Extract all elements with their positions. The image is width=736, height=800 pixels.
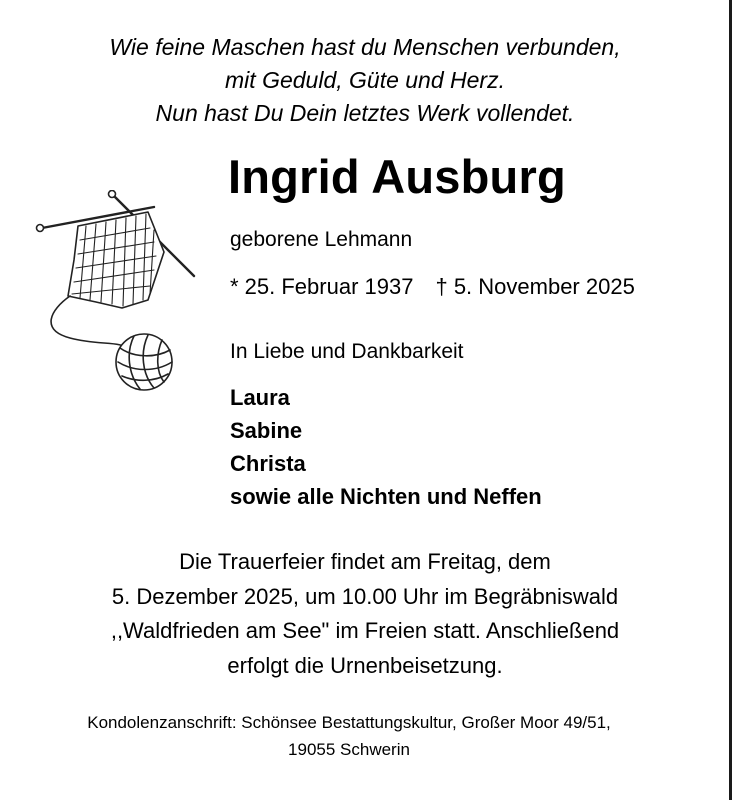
mourner-name: Laura bbox=[230, 385, 290, 410]
funeral-line: erfolgt die Urnenbeisetzung. bbox=[227, 652, 503, 678]
address-line: 19055 Schwerin bbox=[288, 740, 410, 759]
condolence-address bbox=[0, 709, 698, 763]
memorial-poem bbox=[0, 31, 730, 130]
knitting-needles-and-yarn-ball-icon bbox=[30, 190, 215, 395]
mourners-list bbox=[230, 381, 542, 513]
funeral-line: 5. Dezember 2025, um 10.00 Uhr im Begräbniswald bbox=[111, 583, 619, 609]
mourner-name: Sabine bbox=[230, 418, 303, 443]
mourners-intro: In Liebe und Dankbarkeit bbox=[230, 340, 464, 363]
birth-name: geborene Lehmann bbox=[230, 228, 413, 251]
mourner-name: Christa bbox=[230, 451, 306, 476]
funeral-notice bbox=[0, 545, 730, 683]
funeral-line: ,,Waldfrieden am See" im Freien statt. Anschließend bbox=[110, 618, 620, 643]
birth-date: * 25. Februar 1937 bbox=[230, 274, 414, 299]
poem-line: Wie feine Maschen hast du Menschen verbunden, bbox=[109, 34, 621, 60]
death-date: † 5. November 2025 bbox=[435, 274, 635, 299]
life-dates bbox=[230, 274, 635, 300]
mourner-name: sowie alle Nichten und Neffen bbox=[230, 484, 542, 509]
deceased-name: Ingrid Ausburg bbox=[228, 150, 566, 203]
funeral-line: Die Trauerfeier findet am Freitag, dem bbox=[179, 549, 551, 574]
address-line: Kondolenzanschrift: Schönsee Bestattungskultur, Großer Moor 49/51, bbox=[87, 713, 611, 732]
poem-line: mit Geduld, Güte und Herz. bbox=[225, 67, 505, 93]
poem-line: Nun hast Du Dein letztes Werk vollendet. bbox=[155, 100, 575, 126]
